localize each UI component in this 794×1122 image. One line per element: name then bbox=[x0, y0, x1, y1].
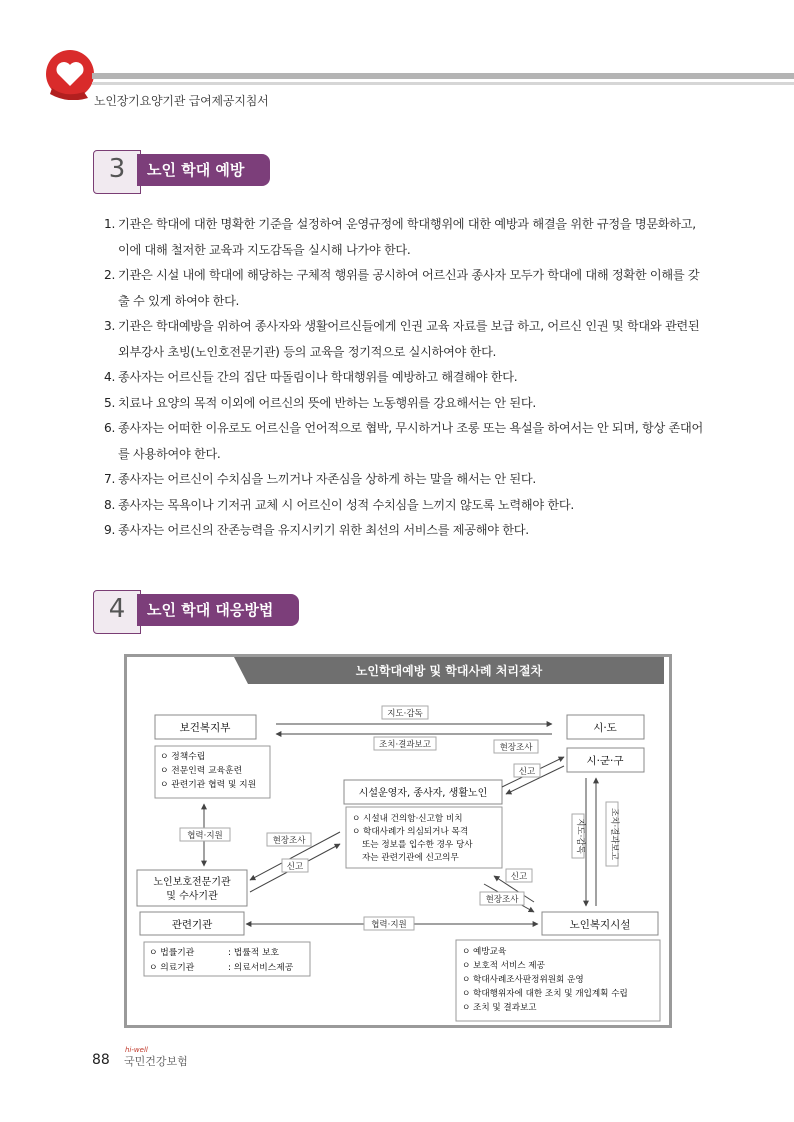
page-number: 88 bbox=[92, 1052, 110, 1068]
list-item bbox=[104, 416, 704, 467]
svg-text:시·군·구: 시·군·구 bbox=[586, 755, 624, 767]
label-onsite-1: 현장조사 bbox=[499, 743, 533, 753]
label-vertical-report: 조치·결과보고 bbox=[609, 808, 619, 860]
note-line: ㅇ 보호적 서비스 제공 bbox=[462, 961, 545, 971]
list-item-text: 종사자는 어르신들 간의 집단 따돌림이나 학대행위를 예방하고 해결해야 한다. bbox=[118, 370, 518, 384]
ministry-notes bbox=[155, 746, 270, 798]
list-item bbox=[104, 314, 704, 365]
label-action-report: 조치·결과보고 bbox=[379, 740, 431, 750]
list-item-number: 9. bbox=[104, 523, 116, 537]
heart-logo-icon bbox=[44, 48, 96, 100]
protection-agency-box bbox=[137, 870, 247, 906]
svg-text:시·도: 시·도 bbox=[593, 722, 617, 734]
list-item-number: 3. bbox=[104, 319, 116, 333]
list-item-text: 종사자는 목욕이나 기저귀 교체 시 어르신이 성적 수치심을 느끼지 않도록 노력해야 한다. bbox=[118, 497, 574, 512]
section-title: 노인 학대 대응방법 bbox=[137, 594, 299, 626]
svg-text:관련기관: 관련기관 bbox=[171, 919, 213, 931]
protection-agency-line2: 및 수사기관 bbox=[166, 891, 218, 902]
list-item-text: 종사자는 어르신이 수치심을 느끼거나 자존심을 상하게 하는 말을 해서는 안 된다. bbox=[118, 472, 536, 486]
label-report-1: 신고 bbox=[518, 767, 536, 777]
list-item-text: 기관은 학대예방을 위하여 종사자와 생활어르신들에게 인권 교육 자료를 보급 하고, 어르신 인권 및 학대와 관련된 외부강사 초빙(노인호전문기관) 등의 교육을 정기적으로 실시하여야 한다. bbox=[118, 319, 700, 359]
note-label: ㅇ 법률기관 bbox=[149, 948, 195, 958]
ministry-box bbox=[155, 715, 256, 739]
related-agency-box bbox=[140, 912, 244, 935]
list-item bbox=[104, 493, 704, 519]
welfare-notes bbox=[456, 940, 660, 1021]
note-line: ㅇ 예방교육 bbox=[462, 947, 507, 957]
note-line: ㅇ 학대사례조사판정위원회 운영 bbox=[462, 975, 584, 985]
section-number: 4 bbox=[108, 594, 126, 624]
svg-text:보건복지부: 보건복지부 bbox=[179, 722, 231, 734]
facility-notes bbox=[346, 807, 502, 868]
list-item-text: 종사자는 어떠한 이유로도 어르신을 언어적으로 협박, 무시하거나 조롱 또는 욕설을 하여서는 안 되며, 항상 존대어를 사용하여야 한다. bbox=[118, 421, 703, 461]
label-report-2: 신고 bbox=[286, 862, 304, 872]
sido-box bbox=[567, 715, 644, 739]
document-title: 노인장기요양기관 급여제공지침서 bbox=[94, 94, 269, 108]
label-cooperation-2: 협력·지원 bbox=[371, 920, 407, 930]
label-guidance: 지도·감독 bbox=[387, 709, 423, 719]
note-line: ㅇ 학대사례가 의심되거나 목격 bbox=[352, 827, 469, 837]
note-line: 또는 정보를 입수한 경우 당사 bbox=[362, 840, 473, 850]
sigungu-box bbox=[567, 748, 644, 772]
related-notes bbox=[144, 942, 310, 976]
welfare-facility-box bbox=[542, 912, 658, 935]
list-item bbox=[104, 263, 704, 314]
list-item-text: 종사자는 어르신의 잔존능력을 유지시키기 위한 최선의 서비스를 제공해야 한다. bbox=[118, 523, 529, 537]
list-item-text: 기관은 학대에 대한 명확한 기준을 설정하여 운영규정에 학대행위에 대한 예방과 해결을 위한 규정을 명문화하고, 이에 대해 철저한 교육과 지도감독을 실시해 나가야 한다. bbox=[118, 217, 696, 257]
note-value: : 법률적 보호 bbox=[228, 948, 280, 958]
note-label: ㅇ 의료기관 bbox=[149, 963, 195, 973]
note-line: ㅇ 학대행위자에 대한 조치 및 개입계획 수립 bbox=[462, 989, 628, 999]
section-3-heading bbox=[93, 150, 293, 194]
list-item bbox=[104, 467, 704, 493]
abuse-procedure-diagram bbox=[124, 654, 672, 1028]
list-item-text: 기관은 시설 내에 학대에 해당하는 구체적 행위를 공시하여 어르신과 종사자 모두가 학대에 대해 정확한 이해를 갖출 수 있게 하여야 한다. bbox=[118, 268, 700, 308]
list-item bbox=[104, 391, 704, 417]
note-line: ㅇ 관련기관 협력 및 지원 bbox=[160, 780, 257, 790]
list-item-number: 4. bbox=[104, 370, 116, 384]
protection-agency-line1: 노인보호전문기관 bbox=[153, 877, 231, 888]
list-item bbox=[104, 518, 704, 544]
list-item-number: 7. bbox=[104, 472, 116, 486]
section-number: 3 bbox=[108, 154, 126, 184]
list-item-number: 2. bbox=[104, 268, 116, 282]
label-report-3: 신고 bbox=[510, 872, 528, 882]
header-rule-thin bbox=[92, 82, 794, 85]
section-4-heading bbox=[93, 590, 293, 634]
label-vertical-guidance: 지도·감독 bbox=[575, 818, 585, 854]
list-item-number: 8. bbox=[104, 497, 116, 512]
note-value: : 의료서비스제공 bbox=[228, 963, 294, 973]
list-item-text: 치료나 요양의 목적 이외에 어르신의 뜻에 반하는 노동행위를 강요해서는 안 된다. bbox=[118, 395, 536, 410]
header-rule bbox=[92, 73, 794, 79]
list-item-number: 1. bbox=[104, 217, 116, 231]
section-title: 노인 학대 예방 bbox=[137, 154, 270, 186]
label-cooperation-1: 협력·지원 bbox=[187, 831, 223, 841]
list-item-number: 5. bbox=[104, 395, 116, 410]
prevention-list bbox=[104, 212, 704, 544]
svg-text:시설운영자, 종사자, 생활노인: 시설운영자, 종사자, 생활노인 bbox=[358, 788, 488, 799]
facility-staff-box bbox=[344, 780, 502, 804]
note-line: ㅇ 전문인력 교육훈련 bbox=[160, 766, 243, 776]
label-onsite-2: 현장조사 bbox=[272, 836, 306, 846]
svg-text:노인복지시설: 노인복지시설 bbox=[569, 919, 631, 931]
note-line: 자는 관련기관에 신고의무 bbox=[362, 853, 459, 863]
diagram-title: 노인학대예방 및 학대사례 처리절차 bbox=[355, 664, 543, 678]
list-item bbox=[104, 365, 704, 391]
brand-name: 국민건강보험 bbox=[124, 1055, 188, 1068]
note-line: ㅇ 시설내 건의함·신고함 비치 bbox=[352, 814, 463, 824]
note-line: ㅇ 정책수립 bbox=[160, 752, 206, 762]
brand-tagline: hi-well bbox=[125, 1046, 148, 1054]
list-item-number: 6. bbox=[104, 421, 116, 435]
label-onsite-3: 현장조사 bbox=[485, 895, 519, 905]
note-line: ㅇ 조치 및 결과보고 bbox=[462, 1003, 537, 1013]
list-item bbox=[104, 212, 704, 263]
